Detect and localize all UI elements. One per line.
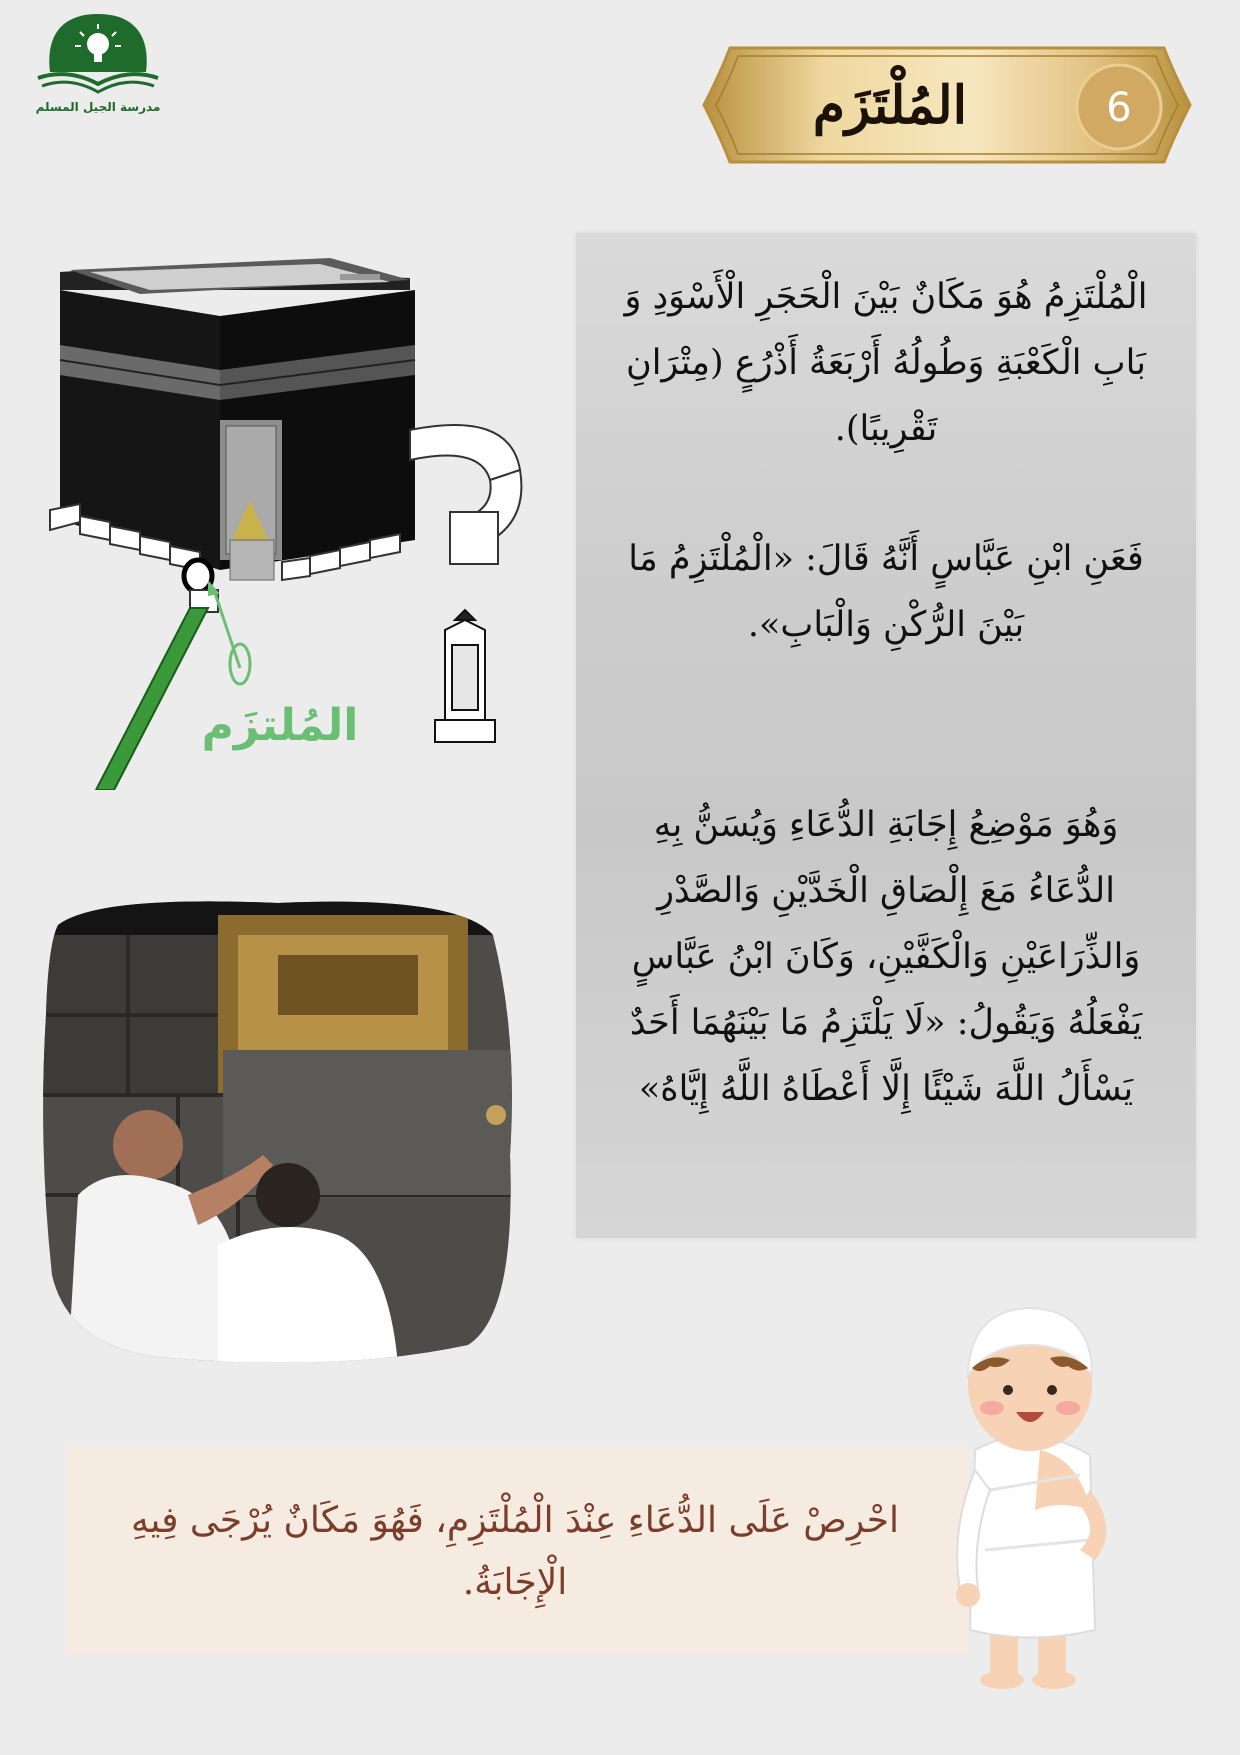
page-title: المُلْتَزَم [812, 74, 968, 136]
tip-text: احْرِصْ عَلَى الدُّعَاءِ عِنْدَ الْمُلْتَزِمِ، فَهُوَ مَكَانٌ يُرْجَى فِيهِ الْإِجَابَةُ. [131, 1500, 899, 1603]
boy-in-ihram-illustration [930, 1290, 1130, 1690]
multazam-label: المُلتزَم [201, 700, 359, 751]
definition-paragraph: الْمُلْتَزِمُ هُوَ مَكَانٌ بَيْنَ الْحَجَرِ الْأَسْوَدِ وَ بَابِ الْكَعْبَةِ وَطُولُهُ أَرْبَعَةُ أَذْرُعٍ (مِتْرَانِ تَقْرِيبًا). [624, 277, 1148, 449]
multazam-photo [38, 895, 518, 1365]
lesson-number: 6 [1106, 85, 1132, 131]
logo-caption: مدرسة الجيل المسلم [35, 100, 161, 114]
hadith-paragraph: فَعَنِ ابْنِ عَبَّاسٍ أَنَّهُ قَالَ: «الْمُلْتَزِمُ مَا بَيْنَ الرُّكْنِ وَالْبَابِ». [628, 539, 1144, 645]
virtue-paragraph: وَهُوَ مَوْضِعُ إِجَابَةِ الدُّعَاءِ وَيُسَنُّ بِهِ الدُّعَاءُ مَعَ إِلْصَاقِ الْخَدَّيْنِ وَالصَّدْرِ وَالذِّرَاعَيْنِ وَالْكَفَّيْنِ، وَكَانَ ابْنُ عَبَّاسٍ يَفْعَلُهُ وَيَقُولُ: «لَا يَلْتَزِمُ مَا بَيْنَهُمَا أَحَدٌ يَسْأَلُ اللَّهَ شَيْئًا إِلَّا أَعْطَاهُ اللَّهُ إِيَّاهُ» [629, 805, 1143, 1109]
